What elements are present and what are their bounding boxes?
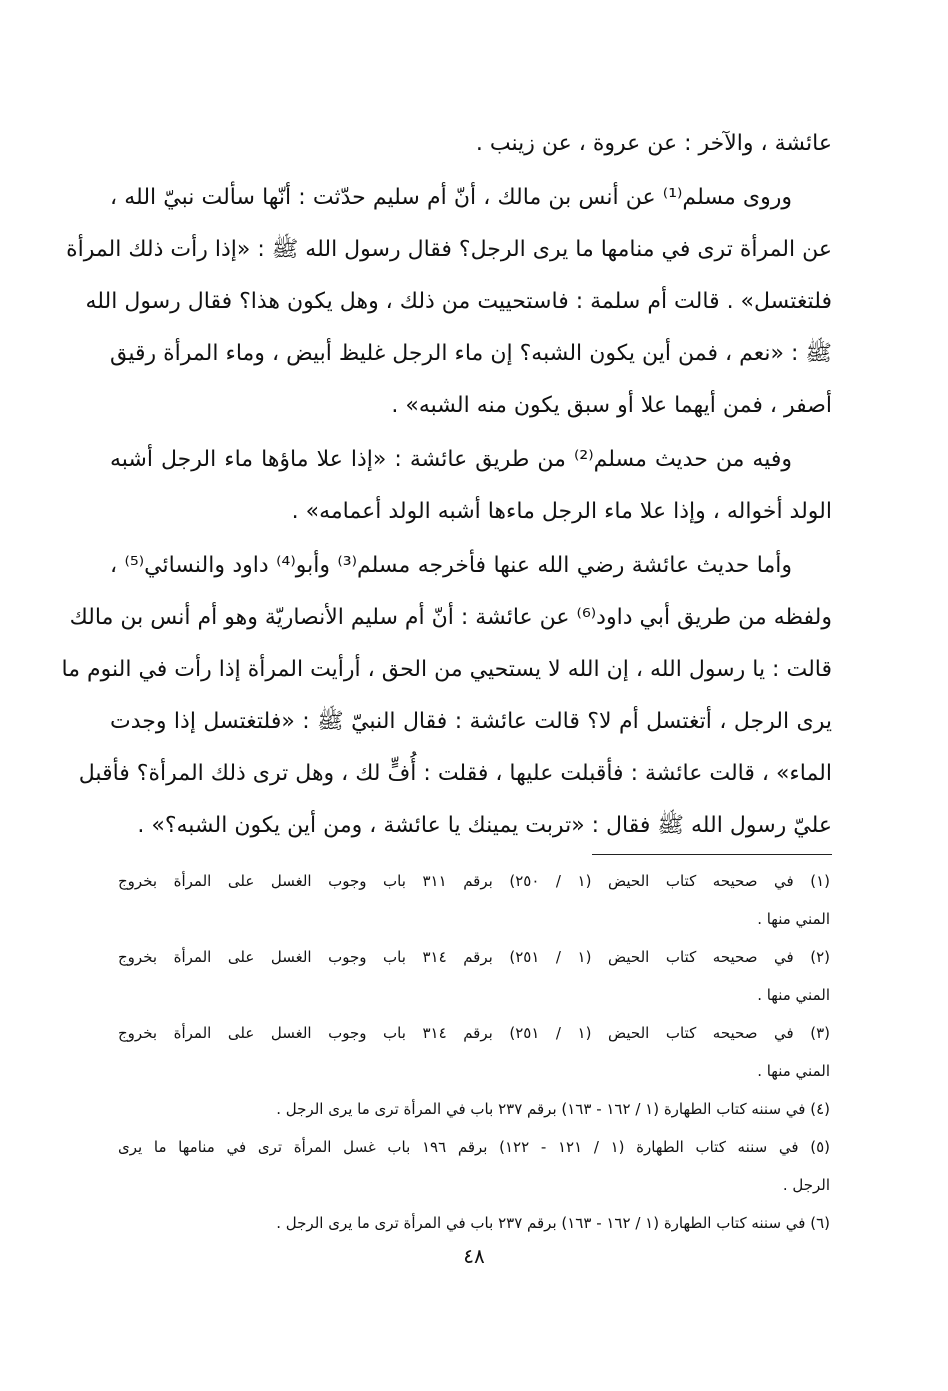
text-line: فلتغتسل» . قالت أم سلمة : فاستحييت من ذلك ، وهل يكون هذا؟ فقال رسول الله (85, 289, 832, 314)
text-line: وفيه من حديث مسلم⁽²⁾ من طريق عائشة : «إذا علا ماؤها ماء الرجل أشبه (110, 447, 793, 472)
main-text (61, 118, 832, 852)
text-line: يرى الرجل ، أتغتسل أم لا؟ قالت عائشة : فقال النبيّ ﷺ : «فلتغتسل إذا وجدت (110, 709, 832, 734)
text-line: أصفر ، فمن أيهما علا أو سبق يكون منه الشبه» . (391, 393, 832, 418)
footnote-list (118, 862, 830, 1242)
paragraph (66, 172, 832, 432)
text-line: عليّ رسول الله ﷺ فقال : «تربت يمينك يا عائشة ، ومن أين يكون الشبه؟» . (137, 813, 832, 838)
footnote-divider (592, 854, 832, 855)
footnote-line: الرجل . (782, 1176, 830, 1194)
paragraph (61, 540, 832, 852)
text-line: الولد أخواله ، وإذا علا ماء الرجل ماءها أشبه الولد أعمامه» . (291, 499, 832, 524)
text-line: ولفظه من طريق أبي داود⁽⁶⁾ عن عائشة : أنّ أم سليم الأنصاريّة وهو أم أنس بن مالك (69, 605, 832, 630)
footnote-line: (١) في صحيحه كتاب الحيض (١ / ٢٥٠) برقم ٣١١ باب وجوب الغسل على المرأة بخروج (118, 872, 830, 890)
footnote-line: المني منها . (757, 986, 830, 1004)
footnote-line: (٣) في صحيحه كتاب الحيض (١ / ٢٥١) برقم ٣١٤ باب وجوب الغسل على المرأة بخروج (118, 1024, 830, 1042)
footnote-line: المني منها . (757, 910, 830, 928)
footnote-line: المني منها . (757, 1062, 830, 1080)
page-number: ٤٨ (463, 1244, 485, 1268)
text-line: عائشة ، والآخر : عن عروة ، عن زينب . (475, 131, 832, 156)
text-line: ﷺ : «نعم ، فمن أين يكون الشبه؟ إن ماء الرجل غليظ أبيض ، وماء المرأة رقيق (110, 341, 832, 366)
footnote-line: (٦) في سننه كتاب الطهارة (١ / ١٦٢ - ١٦٣) برقم ٢٣٧ باب في المرأة ترى ما يرى الرجل . (276, 1214, 830, 1232)
text-line: وروى مسلم⁽¹⁾ عن أنس بن مالك ، أنّ أم سليم حدّثت : أنّها سألت نبيّ الله ، (110, 185, 792, 210)
text-line: وأما حديث عائشة رضي الله عنها فأخرجه مسلم⁽³⁾ وأبو⁽⁴⁾ داود والنسائي⁽⁵⁾ ، (110, 553, 792, 578)
body-paragraphs (61, 118, 832, 852)
paragraph (110, 118, 832, 170)
text-line: عن المرأة ترى في منامها ما يرى الرجل؟ فقال رسول الله ﷺ : «إذا رأت ذلك المرأة (66, 237, 832, 262)
text-line: قالت : يا رسول الله ، إن الله لا يستحيي من الحق ، أرأيت المرأة إذا رأت في النوم ما (61, 657, 832, 682)
footnote-line: (٥) في سننه كتاب الطهارة (١ / ١٢١ - ١٢٢) برقم ١٩٦ باب غسل المرأة ترى في منامها ما يرى (118, 1138, 831, 1156)
footnotes (118, 862, 830, 1242)
text-line: الماء» ، قالت عائشة : فأقبلت عليها ، فقلت : أُفٍّ لك ، وهل ترى ذلك المرأة؟ فأقبل (78, 761, 832, 786)
footnote-line: (٢) في صحيحه كتاب الحيض (١ / ٢٥١) برقم ٣١٤ باب وجوب الغسل على المرأة بخروج (118, 948, 830, 966)
paragraph (110, 434, 832, 538)
footnote-line: (٤) في سننه كتاب الطهارة (١ / ١٦٢ - ١٦٣) برقم ٢٣٧ باب في المرأة ترى ما يرى الرجل . (276, 1100, 830, 1118)
